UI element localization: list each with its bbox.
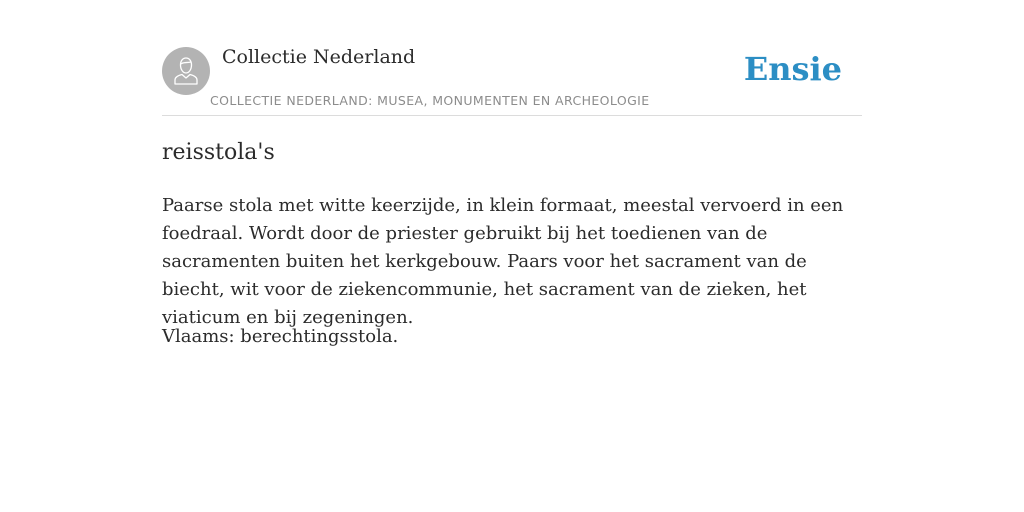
entry-term: reisstola's (162, 140, 275, 165)
source-label[interactable]: COLLECTIE NEDERLAND: MUSEA, MONUMENTEN EN ARCHEOLOGIE (210, 93, 650, 108)
author-avatar[interactable] (162, 47, 210, 95)
author-name[interactable]: Collectie Nederland (222, 46, 416, 68)
entry-header (162, 0, 862, 116)
entry-definition: Paarse stola met witte keerzijde, in klein formaat, meestal vervoerd in een foedraal. Wordt door de priester gebruikt bij het toedienen van de sacramenten buiten het kerkgebouw. Paars voor het sacrament van de biecht, wit voor de ziekencommunie, het sacrament van de zieken, het viaticum en bij zegeningen. (162, 195, 844, 328)
entry-card (162, 0, 862, 512)
ensie-logo[interactable]: Ensie (743, 50, 842, 88)
entry-note: Vlaams: berechtingsstola. (162, 326, 399, 347)
user-silhouette-icon (162, 47, 210, 95)
